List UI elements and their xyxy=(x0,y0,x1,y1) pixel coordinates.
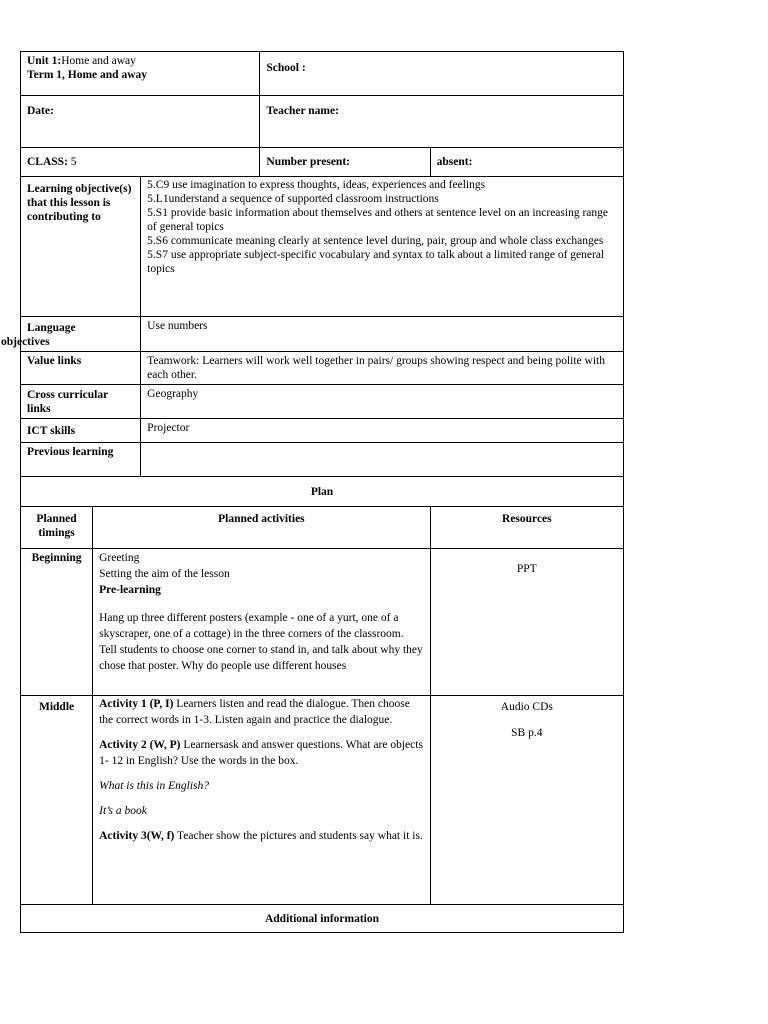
number-present-cell xyxy=(260,148,430,177)
absent-cell xyxy=(430,148,623,177)
date-label: Date: xyxy=(27,105,54,117)
middle-activities-cell xyxy=(93,696,431,905)
example-question: What is this in English? xyxy=(99,780,210,792)
objective-item: 5.S6 communicate meaning clearly at sentence level during, pair, group and whole class exchanges xyxy=(147,235,604,247)
pre-learning-text: Hang up three different posters (example - one of a yurt, one of a skyscraper, one of a cottage) in the three corners of the classroom. Tell students to choose one corner to stand in, and talk about why they chose that poster. Why do people use different houses xyxy=(99,612,423,672)
objective-item: 5.S7 use appropriate subject-specific vocabulary and syntax to talk about a limited range of general topics xyxy=(147,249,605,275)
beginning-resource: PPT xyxy=(516,563,537,575)
beginning-label: Beginning xyxy=(31,552,82,564)
objectives-label: Learning objective(s) that this lesson is contributing to xyxy=(27,183,132,223)
activity-1-label: Activity 1 (P, I) xyxy=(99,698,174,710)
previous-label-cell xyxy=(21,443,141,477)
cross-curricular-label: Cross curricular links xyxy=(27,389,109,415)
teacher-cell xyxy=(260,96,624,148)
language-label: Language xyxy=(27,322,76,334)
activity-2-text: Learnersask and answer questions. What are objects 1- 12 in English? Use the words in the box. xyxy=(99,739,423,767)
activity-2-label: Activity 2 (W, P) xyxy=(99,739,181,751)
activity-2 xyxy=(99,737,424,769)
term-text: Term 1, Home and away xyxy=(27,69,148,81)
col-timings xyxy=(21,507,93,549)
activity-1-text: Learners listen and read the dialogue. Then choose the correct words in 1-3. Listen again and practice the dialogue. xyxy=(99,698,410,726)
middle-resource-2: SB p.4 xyxy=(511,727,543,739)
col-activities xyxy=(93,507,431,549)
col-timings-label: Planned timings xyxy=(36,513,77,539)
objectives-cell xyxy=(141,177,624,317)
col-resources-label: Resources xyxy=(502,513,552,525)
middle-resources-cell xyxy=(430,696,623,905)
beginning-resources-cell xyxy=(430,549,623,696)
greeting-text: Greeting xyxy=(99,552,140,564)
example-answer: It’s a book xyxy=(99,805,147,817)
activity-3-text: Teacher show the pictures and students say what it is. xyxy=(174,830,423,842)
ict-value: Projector xyxy=(147,422,190,434)
objectives-label-cell xyxy=(21,177,141,317)
unit-value: Home and away xyxy=(61,55,136,67)
class-value: 5 xyxy=(67,156,77,168)
objective-item: 5.C9 use imagination to express thoughts, ideas, experiences and feelings xyxy=(147,179,486,191)
col-resources xyxy=(430,507,623,549)
value-links-label-cell xyxy=(21,352,141,385)
unit-cell xyxy=(21,52,260,96)
middle-label-cell xyxy=(21,696,93,905)
value-links-cell xyxy=(141,352,624,385)
teacher-label: Teacher name: xyxy=(266,105,339,117)
col-activities-label: Planned activities xyxy=(218,513,305,525)
language-label-2: objectives xyxy=(1,336,50,348)
plan-title-cell xyxy=(21,477,624,507)
school-label: School : xyxy=(266,62,306,74)
middle-resource-1: Audio CDs xyxy=(500,701,553,713)
previous-label: Previous learning xyxy=(27,446,114,458)
school-cell xyxy=(260,52,624,96)
pre-learning-label: Pre-learning xyxy=(99,584,161,596)
date-cell xyxy=(21,96,260,148)
class-label: CLASS: xyxy=(27,156,68,168)
class-cell xyxy=(21,148,260,177)
number-present-label: Number present: xyxy=(266,156,350,168)
activity-1 xyxy=(99,696,424,728)
previous-cell xyxy=(141,443,624,477)
ict-label-cell xyxy=(21,419,141,443)
activity-3 xyxy=(99,828,424,844)
value-links-label: Value links xyxy=(27,355,82,367)
unit-label: Unit 1: xyxy=(27,55,62,67)
ict-label: ICT skills xyxy=(27,425,76,437)
beginning-activities-cell xyxy=(93,549,431,696)
additional-info-label: Additional information xyxy=(264,912,380,925)
value-links-value: Teamwork: Learners will work well together in pairs/ groups showing respect and being polite with each other. xyxy=(147,355,605,381)
language-value: Use numbers xyxy=(147,320,208,332)
objective-item: 5.L1understand a sequence of supported classroom instructions xyxy=(147,193,439,205)
language-value-cell xyxy=(141,317,624,352)
cross-curricular-value: Geography xyxy=(147,388,199,400)
plan-title: Plan xyxy=(310,485,334,498)
ict-cell xyxy=(141,419,624,443)
aim-text: Setting the aim of the lesson xyxy=(99,568,230,580)
cross-curricular-label-cell xyxy=(21,385,141,419)
objective-item: 5.S1 provide basic information about themselves and others at sentence level on an increasing range of general topics xyxy=(147,207,608,233)
beginning-label-cell xyxy=(21,549,93,696)
language-label-cell xyxy=(1,317,141,352)
activity-3-label: Activity 3(W, f) xyxy=(99,830,175,842)
additional-info-cell xyxy=(21,905,624,933)
middle-label: Middle xyxy=(38,701,75,713)
cross-curricular-cell xyxy=(141,385,624,419)
absent-label: absent: xyxy=(436,156,473,168)
lesson-plan-table xyxy=(1,51,624,933)
lesson-plan xyxy=(1,51,624,933)
